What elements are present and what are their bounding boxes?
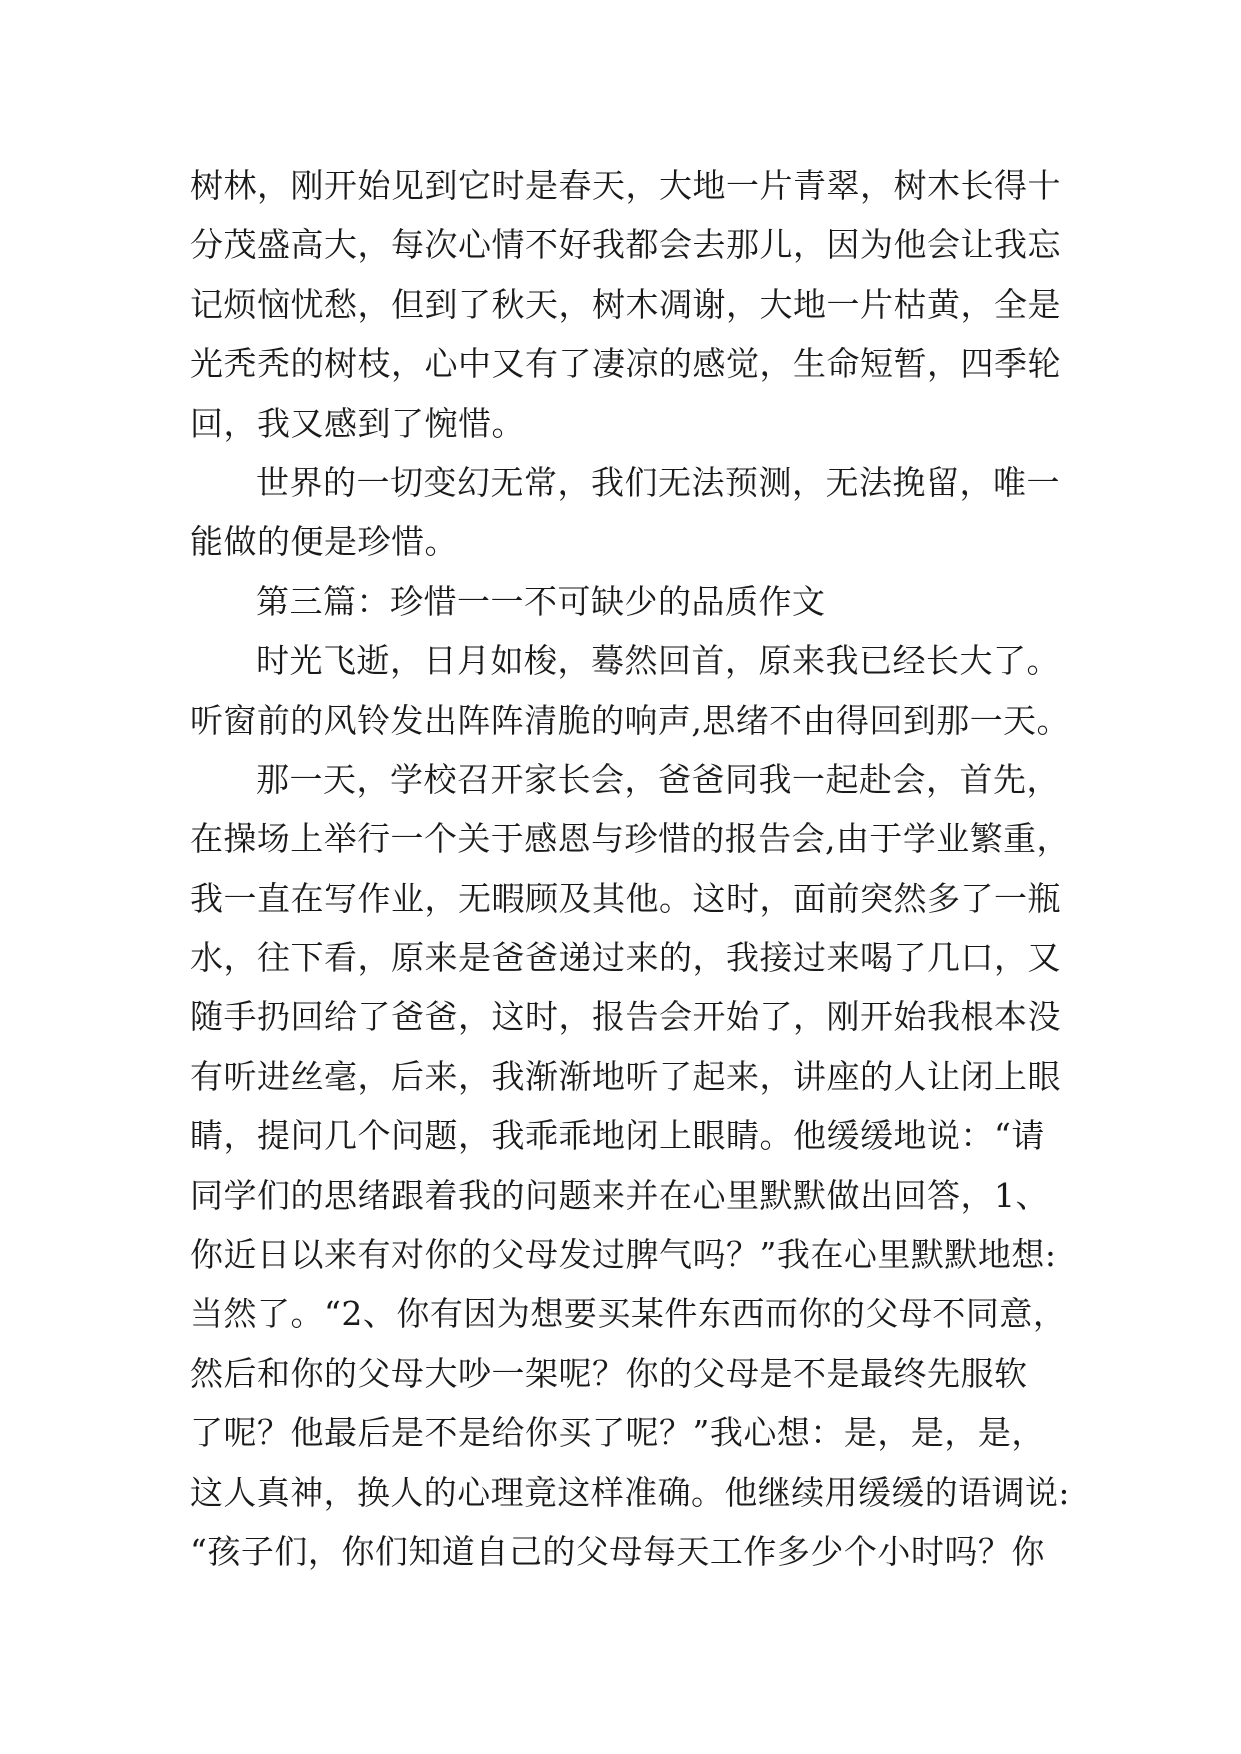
text-line: 回，我又感到了惋惜。: [190, 403, 525, 443]
text-line: 分茂盛高大，每次心情不好我都会去那儿，因为他会让我忘: [190, 225, 1061, 265]
text-line: 当然了。“2、你有因为想要买某件东西而你的父母不同意，: [190, 1294, 1067, 1334]
text-line: 这人真神，换人的心理竟这样准确。他继续用缓缓的语调说:: [190, 1472, 1070, 1512]
text-line: 随手扔回给了爸爸，这时，报告会开始了，刚开始我根本没: [190, 997, 1061, 1037]
text-line: 有听进丝毫，后来，我渐渐地听了起来，讲座的人让闭上眼: [190, 1056, 1061, 1096]
text-line: 然后和你的父母大吵一架呢？你的父母是不是最终先服软: [190, 1353, 1028, 1393]
text-line: 那一天，学校召开家长会，爸爸同我一起赴会，首先，: [256, 759, 1060, 799]
text-line: 同学们的思绪跟着我的问题来并在心里默默做出回答，1、: [190, 1175, 1049, 1215]
text-line: “孩子们，你们知道自己的父母每天工作多少个小时吗？你: [190, 1531, 1045, 1571]
text-line: 世界的一切变幻无常，我们无法预测，无法挽留，唯一: [256, 462, 1060, 502]
text-line: 听窗前的风铃发出阵阵清脆的响声,思绪不由得回到那一天。: [190, 700, 1070, 740]
text-line: 时光飞逝，日月如梭，蓦然回首，原来我已经长大了。: [256, 641, 1060, 681]
text-line: 第三篇：珍惜一一不可缺少的品质作文: [256, 581, 826, 621]
text-line: 记烦恼忧愁，但到了秋天，树木凋谢，大地一片枯黄，全是: [190, 284, 1061, 324]
text-line: 光秃秃的树枝，心中又有了凄凉的感觉，生命短暂，四季轮: [190, 344, 1061, 384]
text-line: 你近日以来有对你的父母发过脾气吗？”我在心里默默地想:: [190, 1235, 1057, 1275]
body-text: [190, 156, 1070, 1581]
text-line: 了呢？他最后是不是给你买了呢？”我心想：是，是，是，: [190, 1413, 1045, 1453]
text-line: 我一直在写作业，无暇顾及其他。这时，面前突然多了一瓶: [190, 878, 1061, 918]
text-line: 水，往下看，原来是爸爸递过来的，我接过来喝了几口，又: [190, 938, 1061, 978]
text-line: 在操场上举行一个关于感恩与珍惜的报告会,由于学业繁重，: [190, 819, 1070, 859]
text-line: 树林，刚开始见到它时是春天，大地一片青翠，树木长得十: [190, 166, 1061, 205]
text-line: 睛，提问几个问题，我乖乖地闭上眼睛。他缓缓地说：“请: [190, 1116, 1045, 1156]
text-line: 能做的便是珍惜。: [190, 522, 458, 562]
